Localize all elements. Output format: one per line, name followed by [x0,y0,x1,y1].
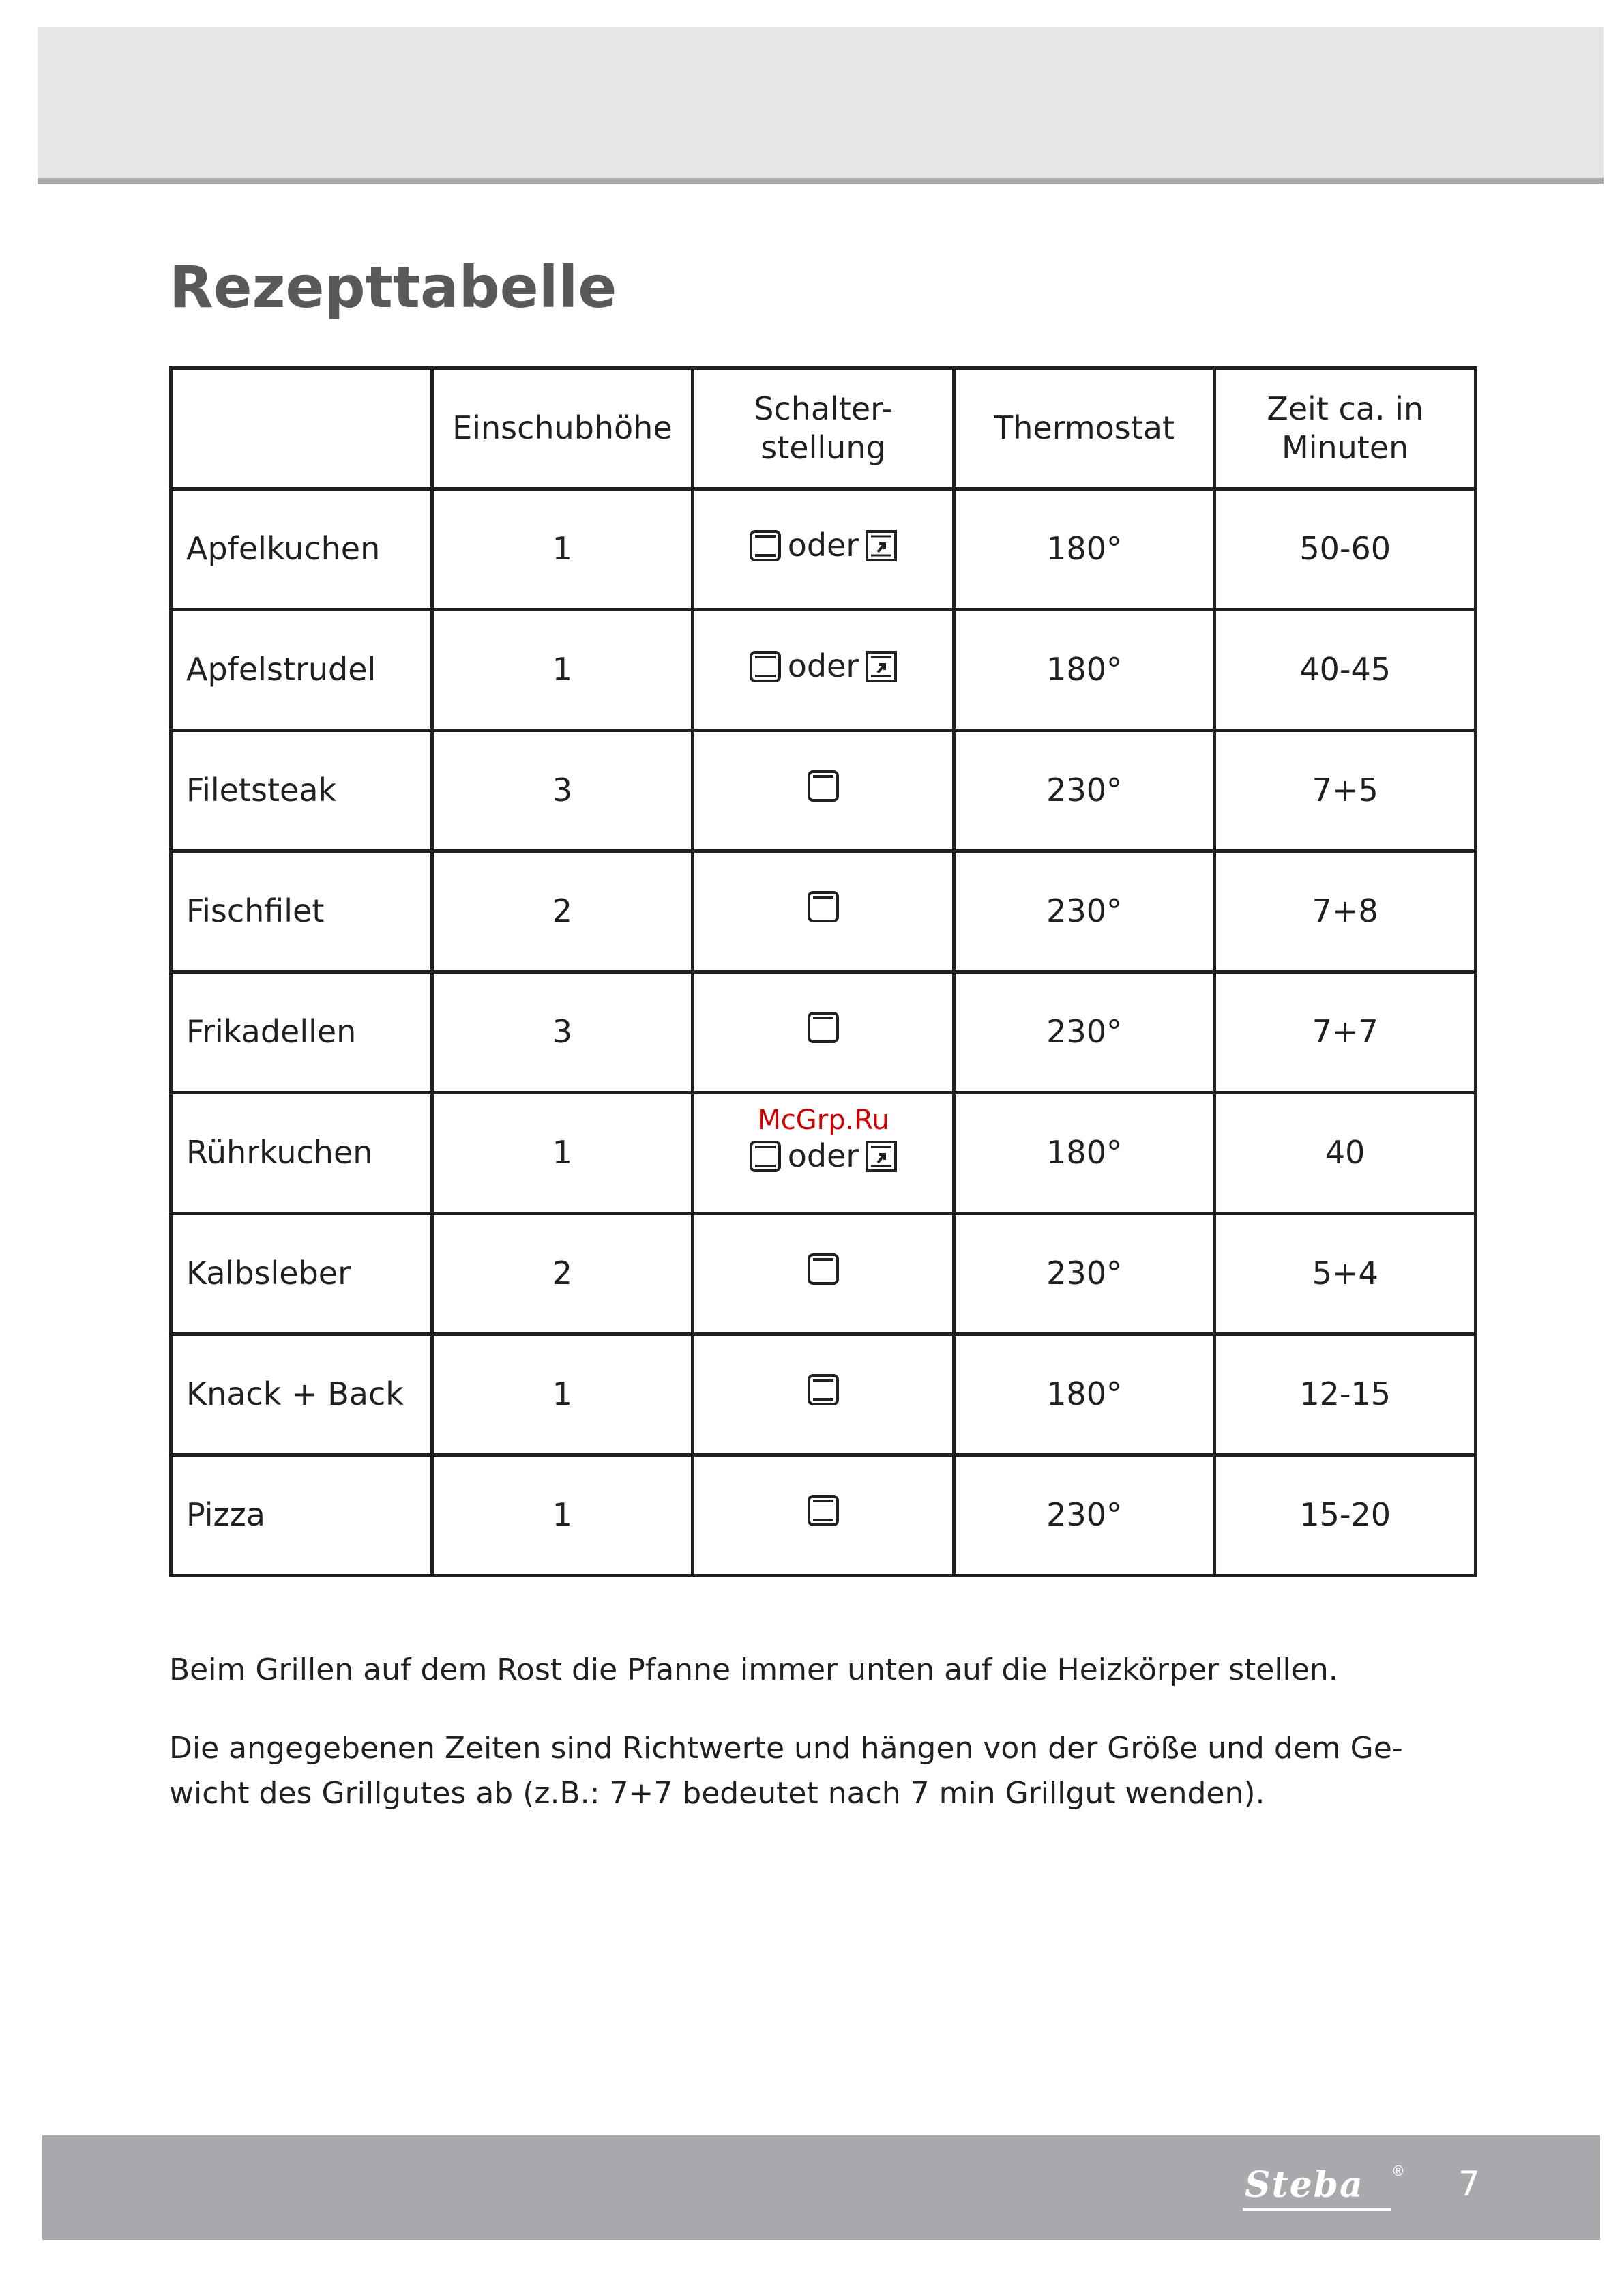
dish-name: Filetsteak [171,731,432,851]
top-bottom-heat-icon [806,1373,840,1407]
convection-icon [864,1139,898,1173]
time-value: 40 [1215,1093,1476,1214]
switch-or-label: oder [787,647,859,685]
note-grill: Beim Grillen auf dem Rost die Pfanne immer unten auf die Heizkörper stellen. [169,1652,1338,1687]
top-bottom-heat-icon [748,1139,782,1173]
header-level: Einschubhöhe [432,368,693,489]
rack-level: 1 [432,1455,693,1576]
switch-setting [693,1334,954,1455]
dish-name: Pizza [171,1455,432,1576]
dish-name: Apfelstrudel [171,610,432,731]
rack-level: 1 [432,1334,693,1455]
brand-logo: Steba [1245,2164,1364,2206]
top-bottom-heat-icon [748,529,782,563]
rack-level: 1 [432,489,693,610]
top-heat-icon [806,890,840,924]
dish-name: Frikadellen [171,972,432,1093]
thermostat-value: 180° [954,489,1215,610]
rack-level: 2 [432,1214,693,1334]
table-header-row [171,368,1476,489]
thermostat-value: 180° [954,610,1215,731]
registered-mark: ® [1391,2163,1405,2179]
thermostat-value: 180° [954,1334,1215,1455]
dish-name: Knack + Back [171,1334,432,1455]
switch-setting [693,972,954,1093]
recipe-table [169,366,1477,1577]
top-heat-icon [806,769,840,803]
table-row [171,489,1476,610]
switch-setting [693,851,954,972]
top-bottom-heat-icon [748,650,782,684]
thermostat-value: 230° [954,851,1215,972]
switch-or-label: oder [787,527,859,564]
note-times: Die angegebenen Zeiten sind Richtwerte und hängen von der Größe und dem Ge- wicht des Grillgutes ab (z.B.: 7+7 bedeutet nach 7 min Grillgut wenden). [169,1731,1403,1811]
time-value: 12-15 [1215,1334,1476,1455]
top-heat-icon [806,1252,840,1286]
footer-band [42,2135,1600,2240]
rack-level: 1 [432,610,693,731]
thermostat-value: 180° [954,1093,1215,1214]
time-value: 5+4 [1215,1214,1476,1334]
table-row [171,1455,1476,1576]
table-row [171,851,1476,972]
header-thermostat: Thermostat [954,368,1215,489]
header-time: Zeit ca. in Minuten [1215,368,1476,489]
page-title: Rezepttabelle [169,254,617,321]
top-heat-icon [806,1010,840,1045]
time-value: 50-60 [1215,489,1476,610]
header-dish [171,368,432,489]
dish-name: Fischfilet [171,851,432,972]
table-row [171,1093,1476,1214]
rack-level: 1 [432,1093,693,1214]
switch-setting [693,610,954,731]
page-number: 7 [1458,2164,1480,2204]
table-row [171,972,1476,1093]
watermark-text: McGrp.Ru [757,1105,889,1137]
convection-icon [864,650,898,684]
table-row [171,610,1476,731]
dish-name: Rührkuchen [171,1093,432,1214]
logo-underline [1243,2208,1391,2211]
convection-icon [864,529,898,563]
thermostat-value: 230° [954,972,1215,1093]
switch-setting [693,489,954,610]
table-row [171,731,1476,851]
time-value: 7+7 [1215,972,1476,1093]
top-bottom-heat-icon [806,1493,840,1528]
thermostat-value: 230° [954,1455,1215,1576]
rack-level: 2 [432,851,693,972]
switch-setting [693,1455,954,1576]
table-row [171,1334,1476,1455]
dish-name: Apfelkuchen [171,489,432,610]
rack-level: 3 [432,731,693,851]
header-switch: Schalter- stellung [693,368,954,489]
time-value: 7+5 [1215,731,1476,851]
time-value: 40-45 [1215,610,1476,731]
table-row [171,1214,1476,1334]
time-value: 7+8 [1215,851,1476,972]
header-band [38,27,1604,184]
thermostat-value: 230° [954,731,1215,851]
time-value: 15-20 [1215,1455,1476,1576]
dish-name: Kalbsleber [171,1214,432,1334]
rack-level: 3 [432,972,693,1093]
switch-or-label: oder [787,1137,859,1175]
thermostat-value: 230° [954,1214,1215,1334]
switch-setting [693,731,954,851]
switch-setting [693,1214,954,1334]
switch-setting [693,1093,954,1214]
